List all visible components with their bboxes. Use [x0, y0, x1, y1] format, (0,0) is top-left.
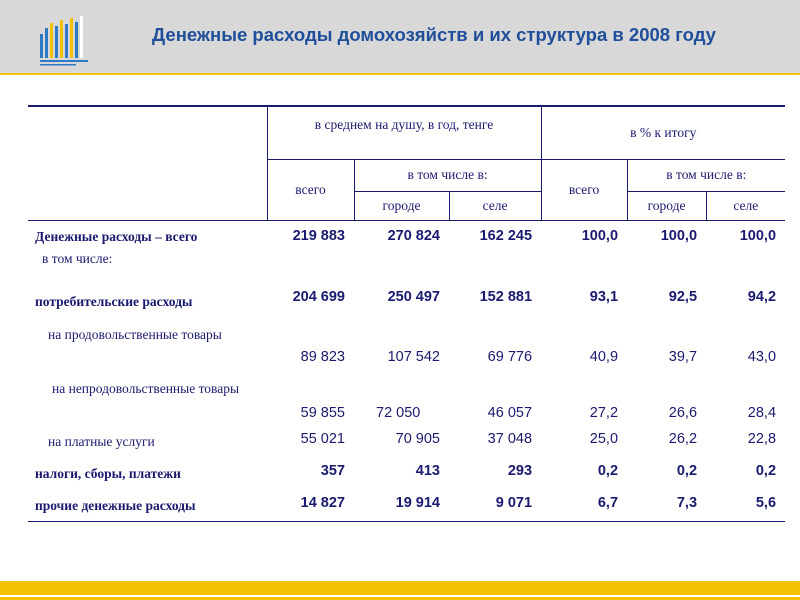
cell-value: 94,2: [747, 289, 777, 305]
cell-value: 27,2: [589, 405, 619, 421]
footer-bar: [0, 581, 800, 595]
cell-value: 0,2: [597, 463, 619, 479]
cell-value: 39,7: [668, 349, 698, 365]
statistics-agency-logo-icon: [38, 14, 94, 68]
header-village-percent: селе: [706, 191, 785, 220]
row-label: потребительские расходы: [35, 294, 193, 309]
expenses-table: [28, 105, 785, 522]
table-row: [28, 319, 785, 374]
page-title: Денежные расходы домохозяйств и их структура в 2008 году: [152, 24, 716, 45]
cell-value: 5,6: [706, 490, 785, 521]
header-bar: [0, 0, 800, 73]
cell-value: 43,0: [747, 349, 777, 365]
header-total-percent: всего: [541, 159, 627, 220]
header-including-tenge: в том числе в:: [354, 159, 541, 191]
cell-value: 9 071: [449, 490, 541, 521]
header-per-capita: в среднем на душу, в год, тенге: [267, 106, 541, 159]
cell-value: 6,7: [541, 490, 627, 521]
cell-value: 40,9: [589, 349, 619, 365]
cell-value: 25,0: [589, 431, 619, 447]
row-label: Денежные расходы – всего: [35, 228, 198, 244]
cell-value: 93,1: [589, 289, 619, 305]
cell-value: 270 824: [387, 227, 440, 244]
table-row: [28, 220, 785, 247]
row-label: налоги, сборы, платежи: [35, 466, 181, 481]
cell-value: 26,2: [668, 431, 698, 447]
cell-value: 204 699: [292, 289, 345, 305]
cell-value: 107 542: [387, 349, 440, 365]
cell-value: 100,0: [739, 227, 777, 244]
row-label: в том числе:: [42, 251, 113, 266]
cell-value: 89 823: [300, 349, 345, 365]
cell-value: 100,0: [581, 227, 619, 244]
cell-value: 70 905: [395, 431, 440, 447]
table-row: [28, 374, 785, 426]
header-percent: в % к итогу: [541, 106, 785, 159]
cell-value: 250 497: [387, 289, 440, 305]
cell-value: 152 881: [479, 289, 533, 305]
empty-cells: [267, 247, 785, 289]
cell-value: 22,8: [747, 431, 777, 447]
header-village-tenge: селе: [449, 191, 541, 220]
table-row: [28, 289, 785, 319]
cell-value: 26,6: [668, 405, 698, 421]
cell-value: 72 050: [376, 405, 421, 421]
cell-value: 357: [320, 463, 345, 479]
cell-value: 162 245: [479, 227, 533, 244]
table-row: [28, 247, 785, 289]
cell-value: 219 883: [292, 227, 345, 244]
cell-value: 7,3: [627, 490, 706, 521]
cell-value: 0,2: [755, 463, 777, 479]
table-row: [28, 490, 785, 521]
cell-value: 59 855: [300, 405, 345, 421]
header-city-tenge: городе: [354, 191, 449, 220]
cell-value: 14 827: [267, 490, 354, 521]
row-label: на платные услуги: [48, 434, 155, 449]
cell-value: 46 057: [487, 405, 533, 421]
header-city-percent: городе: [627, 191, 706, 220]
cell-value: 293: [507, 463, 533, 479]
cell-value: 19 914: [354, 490, 449, 521]
row-label: на продовольственные товары: [48, 327, 222, 342]
header-total-tenge: всего: [267, 159, 354, 220]
table-row: [28, 458, 785, 490]
table-row: [28, 426, 785, 458]
header-divider: [0, 73, 800, 75]
row-label: на непродовольственные товары: [52, 381, 240, 396]
cell-value: 28,4: [747, 405, 777, 421]
cell-value: 55 021: [300, 431, 345, 447]
cell-value: 0,2: [676, 463, 698, 479]
header-including-percent: в том числе в:: [627, 159, 785, 191]
cell-value: 92,5: [668, 289, 698, 305]
cell-value: 69 776: [487, 349, 533, 365]
row-label: прочие денежные расходы: [28, 490, 267, 521]
cell-value: 100,0: [660, 227, 698, 244]
header-empty-cell: [28, 106, 267, 220]
cell-value: 37 048: [487, 431, 533, 447]
cell-value: 413: [415, 463, 440, 479]
